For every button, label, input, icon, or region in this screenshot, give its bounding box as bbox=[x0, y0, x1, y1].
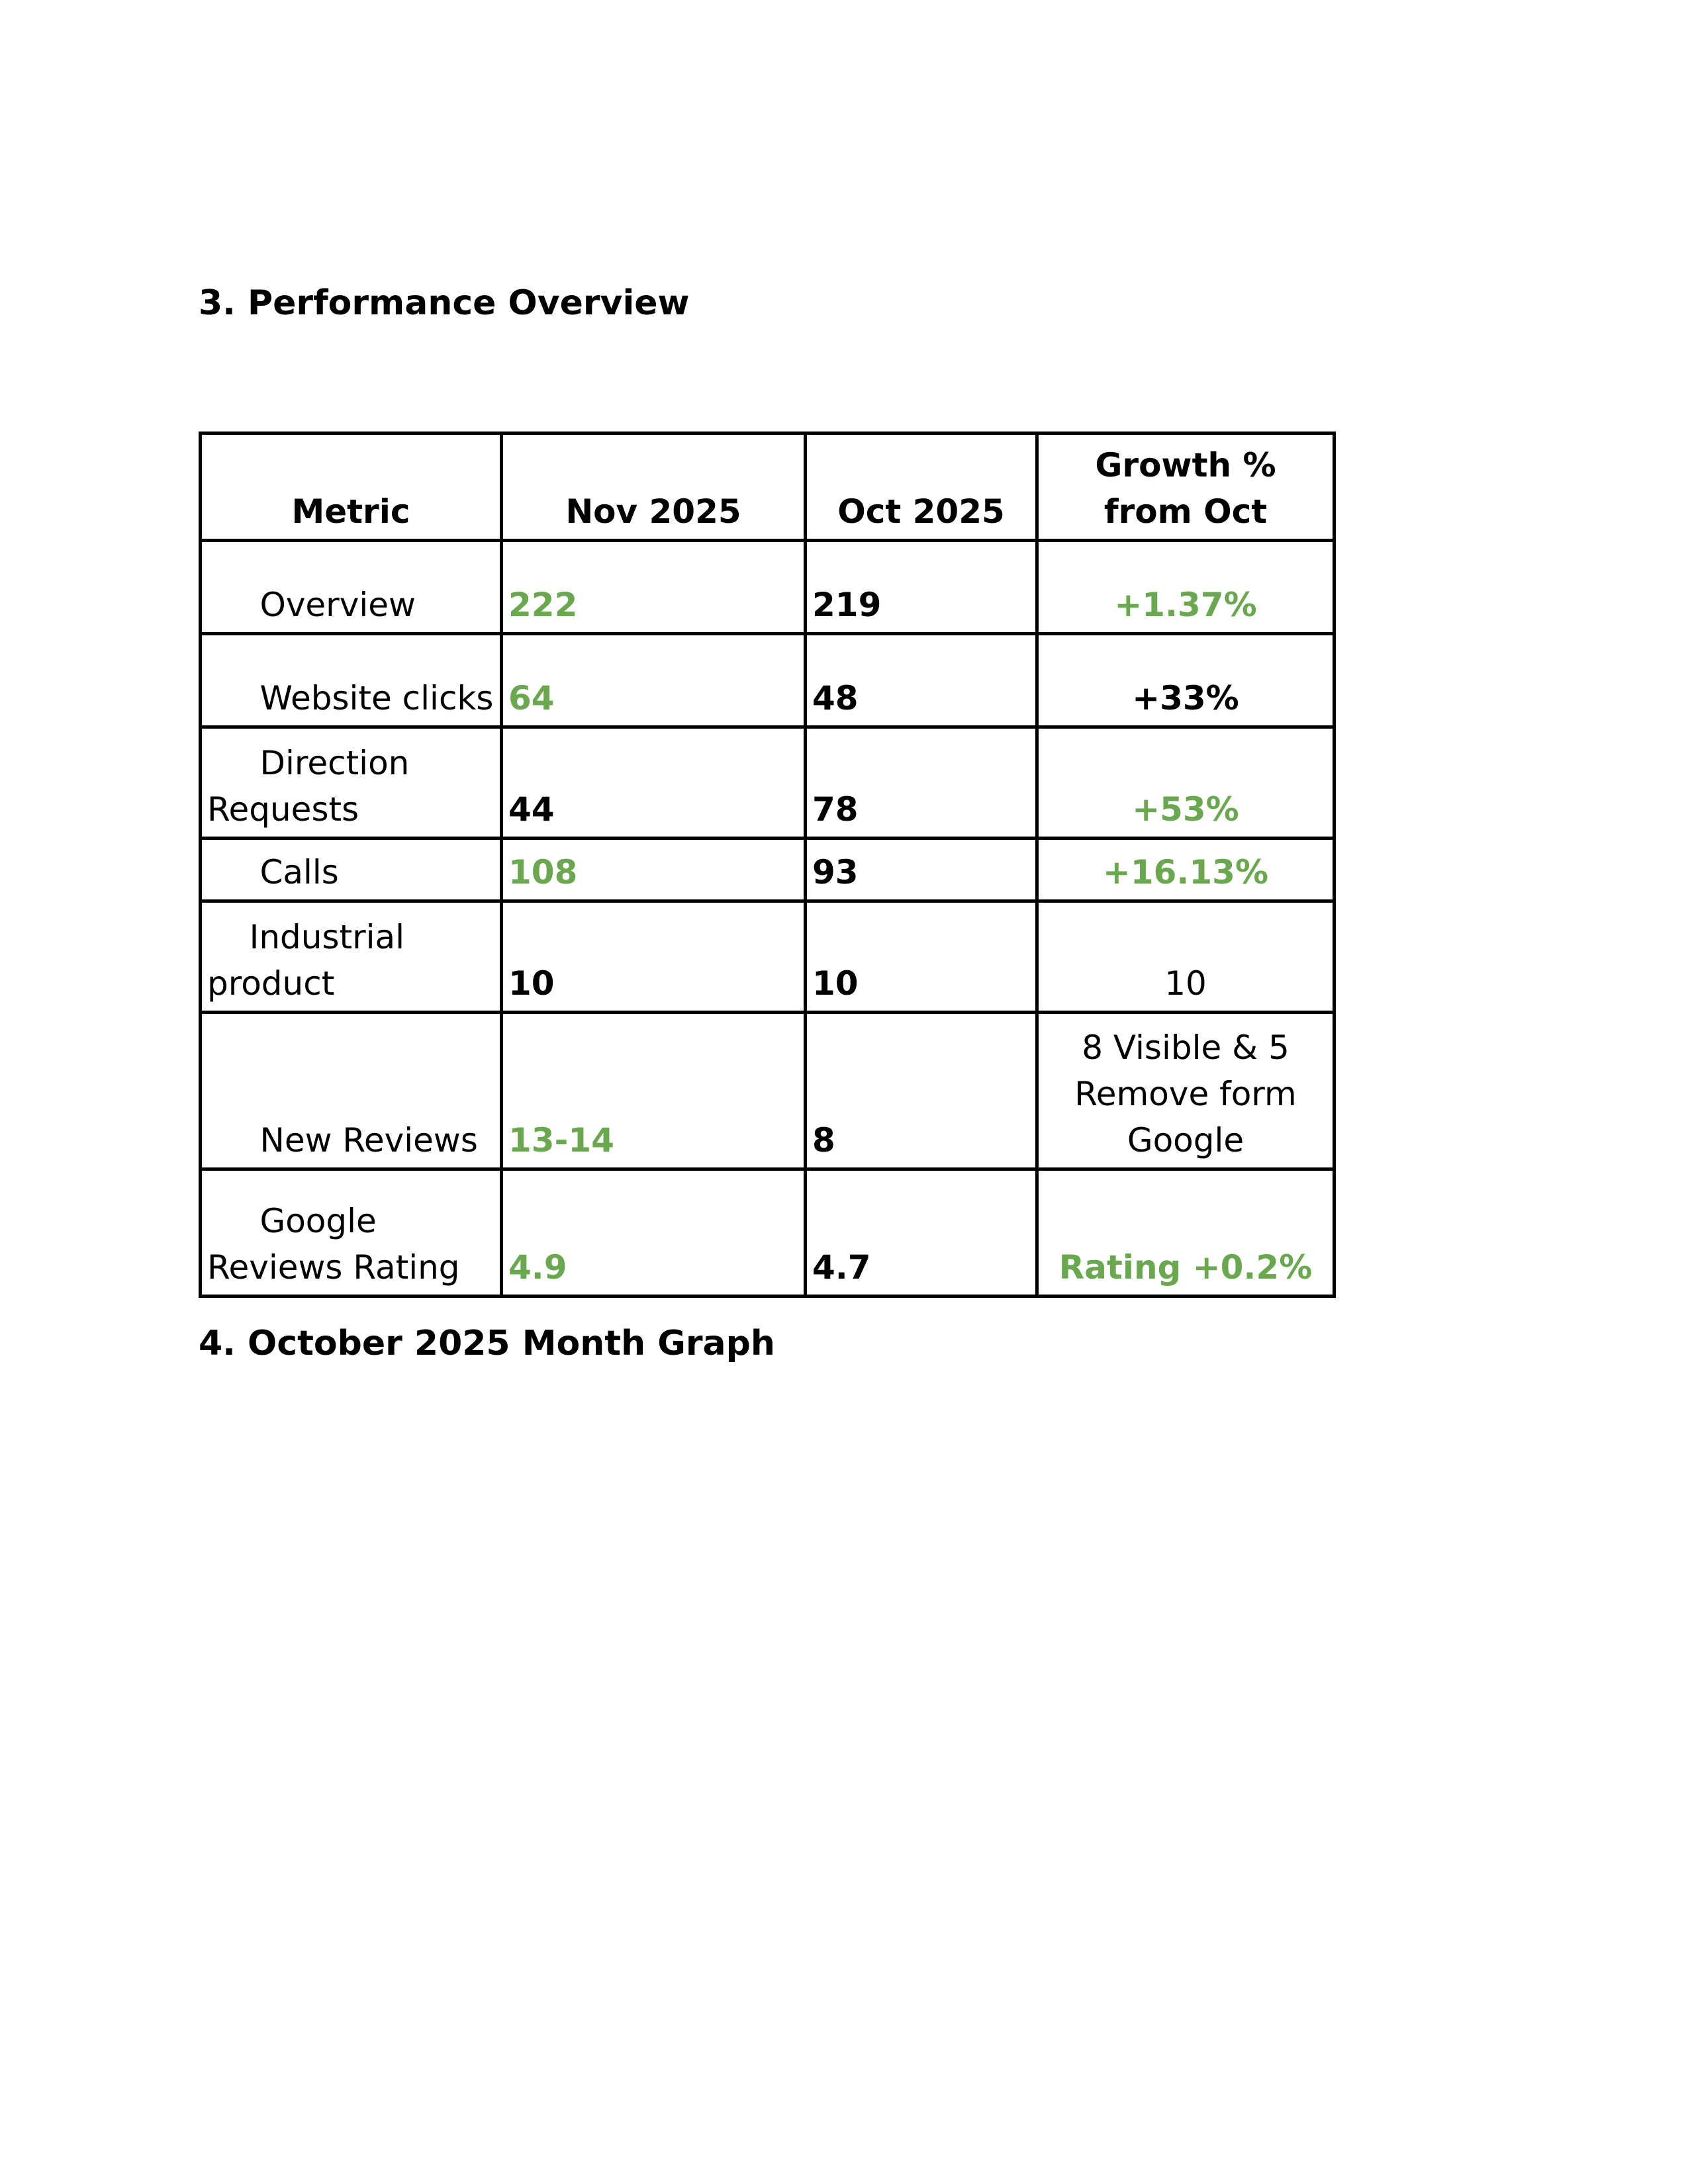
metric-cell: Direction Requests bbox=[201, 727, 502, 839]
metric-cell: Calls bbox=[201, 839, 502, 901]
table-row bbox=[201, 839, 1335, 901]
nov-value-cell: 10 bbox=[502, 901, 806, 1013]
metric-cell: Industrial product bbox=[201, 901, 502, 1013]
table-row bbox=[201, 1169, 1335, 1297]
metric-cell: Website clicks bbox=[201, 634, 502, 727]
growth-cell: 8 Visible & 5 Remove form Google bbox=[1037, 1013, 1335, 1169]
oct-value-cell: 8 bbox=[806, 1013, 1037, 1169]
oct-value-cell: 93 bbox=[806, 839, 1037, 901]
oct-value-cell: 4.7 bbox=[806, 1169, 1037, 1297]
growth-cell: 10 bbox=[1037, 901, 1335, 1013]
growth-cell: Rating +0.2% bbox=[1037, 1169, 1335, 1297]
table-header-row bbox=[201, 433, 1335, 541]
table-row bbox=[201, 634, 1335, 727]
table-row bbox=[201, 727, 1335, 839]
nov-value-cell: 4.9 bbox=[502, 1169, 806, 1297]
table-row bbox=[201, 541, 1335, 634]
oct-value-cell: 10 bbox=[806, 901, 1037, 1013]
oct-value-cell: 78 bbox=[806, 727, 1037, 839]
nov-value-cell: 108 bbox=[502, 839, 806, 901]
header-growth: Growth % from Oct bbox=[1037, 433, 1335, 541]
header-metric: Metric bbox=[201, 433, 502, 541]
table-row bbox=[201, 1013, 1335, 1169]
growth-cell: +16.13% bbox=[1037, 839, 1335, 901]
performance-table bbox=[199, 432, 1336, 1298]
nov-value-cell: 64 bbox=[502, 634, 806, 727]
oct-value-cell: 48 bbox=[806, 634, 1037, 727]
header-nov-2025: Nov 2025 bbox=[502, 433, 806, 541]
oct-value-cell: 219 bbox=[806, 541, 1037, 634]
growth-cell: +1.37% bbox=[1037, 541, 1335, 634]
section-heading-october-graph: 4. October 2025 Month Graph bbox=[199, 1324, 775, 1363]
section-heading-performance-overview: 3. Performance Overview bbox=[199, 283, 690, 323]
growth-cell: +53% bbox=[1037, 727, 1335, 839]
nov-value-cell: 13-14 bbox=[502, 1013, 806, 1169]
growth-cell: +33% bbox=[1037, 634, 1335, 727]
nov-value-cell: 44 bbox=[502, 727, 806, 839]
table-row bbox=[201, 901, 1335, 1013]
metric-cell: Google Reviews Rating bbox=[201, 1169, 502, 1297]
metric-cell: New Reviews bbox=[201, 1013, 502, 1169]
nov-value-cell: 222 bbox=[502, 541, 806, 634]
header-oct-2025: Oct 2025 bbox=[806, 433, 1037, 541]
metric-cell: Overview bbox=[201, 541, 502, 634]
